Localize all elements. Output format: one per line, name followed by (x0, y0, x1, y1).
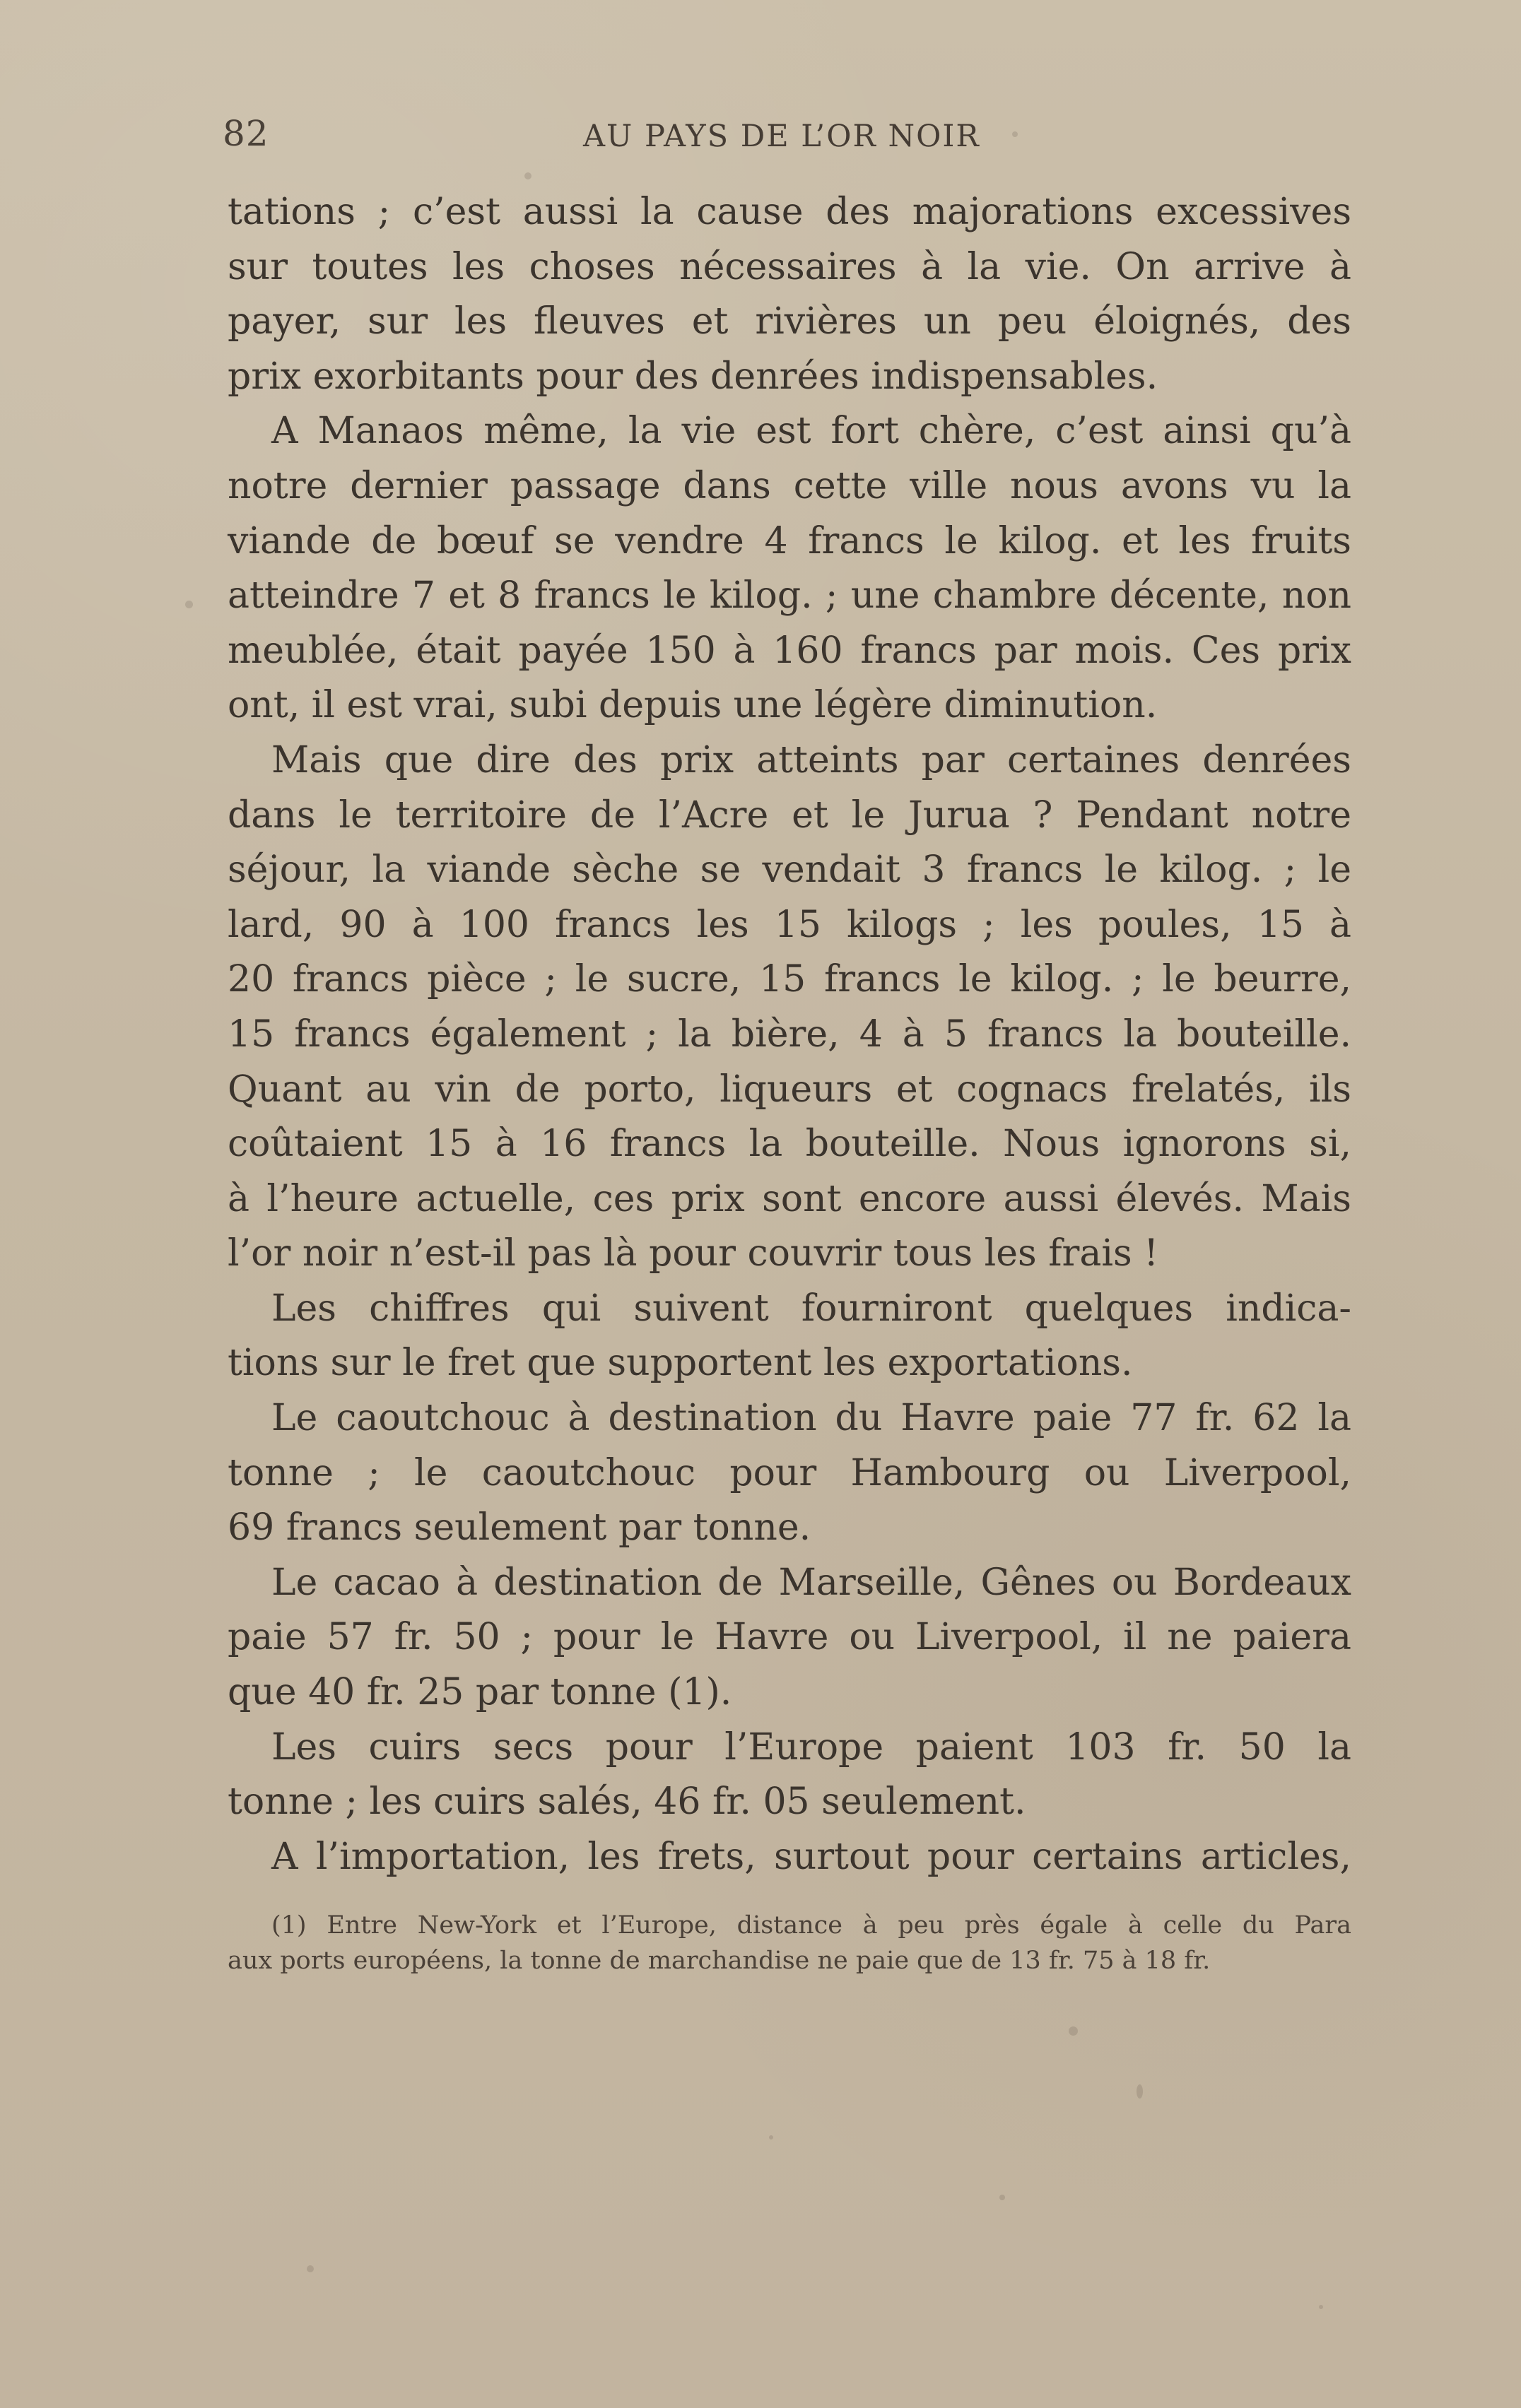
text-line: Les chiffres qui suivent fourniront quelques indica- (271, 1287, 1351, 1330)
text-line: que 40 fr. 25 par tonne (1). (228, 1671, 732, 1714)
running-title: AU PAYS DE L’OR NOIR (583, 119, 980, 154)
footnote-line: (1) Entre New-York et l’Europe, distance à peu près égale à celle du Para (271, 1911, 1351, 1940)
text-line: tations ; c’est aussi la cause des majorations excessives (228, 191, 1351, 233)
text-line: paie 57 fr. 50 ; pour le Havre ou Liverpool, il ne paiera (228, 1616, 1351, 1659)
footnote-line: aux ports européens, la tonne de marchandise ne paie que de 13 fr. 75 à 18 fr. (228, 1947, 1211, 1975)
page-number: 82 (223, 113, 269, 154)
text-line: tonne ; les cuirs salés, 46 fr. 05 seulement. (228, 1781, 1026, 1824)
paper-speck (1069, 2026, 1078, 2036)
text-line: lard, 90 à 100 francs les 15 kilogs ; les poules, 15 à (228, 903, 1351, 946)
page-header (223, 113, 1339, 163)
paper-speck (307, 2265, 314, 2272)
text-line: dans le territoire de l’Acre et le Jurua ? Pendant notre (228, 793, 1351, 837)
paper-speck (185, 601, 193, 608)
paper-speck (769, 2135, 773, 2140)
text-line: 15 francs également ; la bière, 4 à 5 francs la bouteille. (228, 1013, 1351, 1056)
text-line: séjour, la viande sèche se vendait 3 francs le kilog. ; le (228, 849, 1351, 892)
text-line: payer, sur les fleuves et rivières un peu éloignés, des (228, 300, 1351, 343)
paper-speck (999, 2195, 1005, 2200)
text-line: coûtaient 15 à 16 francs la bouteille. Nous ignorons si, (228, 1123, 1351, 1166)
text-line: Quant au vin de porto, liqueurs et cognacs frelatés, ils (228, 1068, 1351, 1111)
text-line: tonne ; le caoutchouc pour Hambourg ou Liverpool, (228, 1451, 1351, 1494)
text-line: prix exorbitants pour des denrées indispensables. (228, 355, 1158, 398)
text-line: sur toutes les choses nécessaires à la vie. On arrive à (228, 245, 1351, 288)
paper-speck (1319, 2305, 1323, 2309)
footnote (228, 1908, 1351, 1978)
main-text (228, 185, 1351, 1884)
text-line: Mais que dire des prix atteints par certaines denrées (271, 738, 1351, 781)
text-line: à l’heure actuelle, ces prix sont encore aussi élevés. Mais (228, 1177, 1351, 1220)
text-line: atteindre 7 et 8 francs le kilog. ; une chambre décente, non (228, 574, 1351, 618)
text-line: ont, il est vrai, subi depuis une légère diminution. (228, 684, 1158, 727)
text-line: A Manaos même, la vie est fort chère, c’est ainsi qu’à (271, 410, 1351, 453)
text-line: tions sur le fret que supportent les exportations. (228, 1342, 1133, 1385)
text-line: viande de bœuf se vendre 4 francs le kilog. et les fruits (228, 519, 1351, 562)
text-line: l’or noir n’est-il pas là pour couvrir tous les frais ! (228, 1232, 1159, 1275)
text-line: notre dernier passage dans cette ville nous avons vu la (228, 464, 1351, 507)
text-line: Le cacao à destination de Marseille, Gênes ou Bordeaux (271, 1561, 1351, 1604)
text-line: A l’importation, les frets, surtout pour certains articles, (271, 1835, 1351, 1878)
text-line: 20 francs pièce ; le sucre, 15 francs le kilog. ; le beurre, (228, 958, 1351, 1001)
paper-speck (1137, 2084, 1143, 2099)
text-line: meublée, était payée 150 à 160 francs par mois. Ces prix (228, 629, 1351, 672)
paper-speck (524, 172, 532, 179)
text-line: 69 francs seulement par tonne. (228, 1506, 811, 1550)
text-line: Le caoutchouc à destination du Havre paie 77 fr. 62 la (271, 1397, 1351, 1440)
text-line: Les cuirs secs pour l’Europe paient 103 fr. 50 la (271, 1725, 1351, 1769)
